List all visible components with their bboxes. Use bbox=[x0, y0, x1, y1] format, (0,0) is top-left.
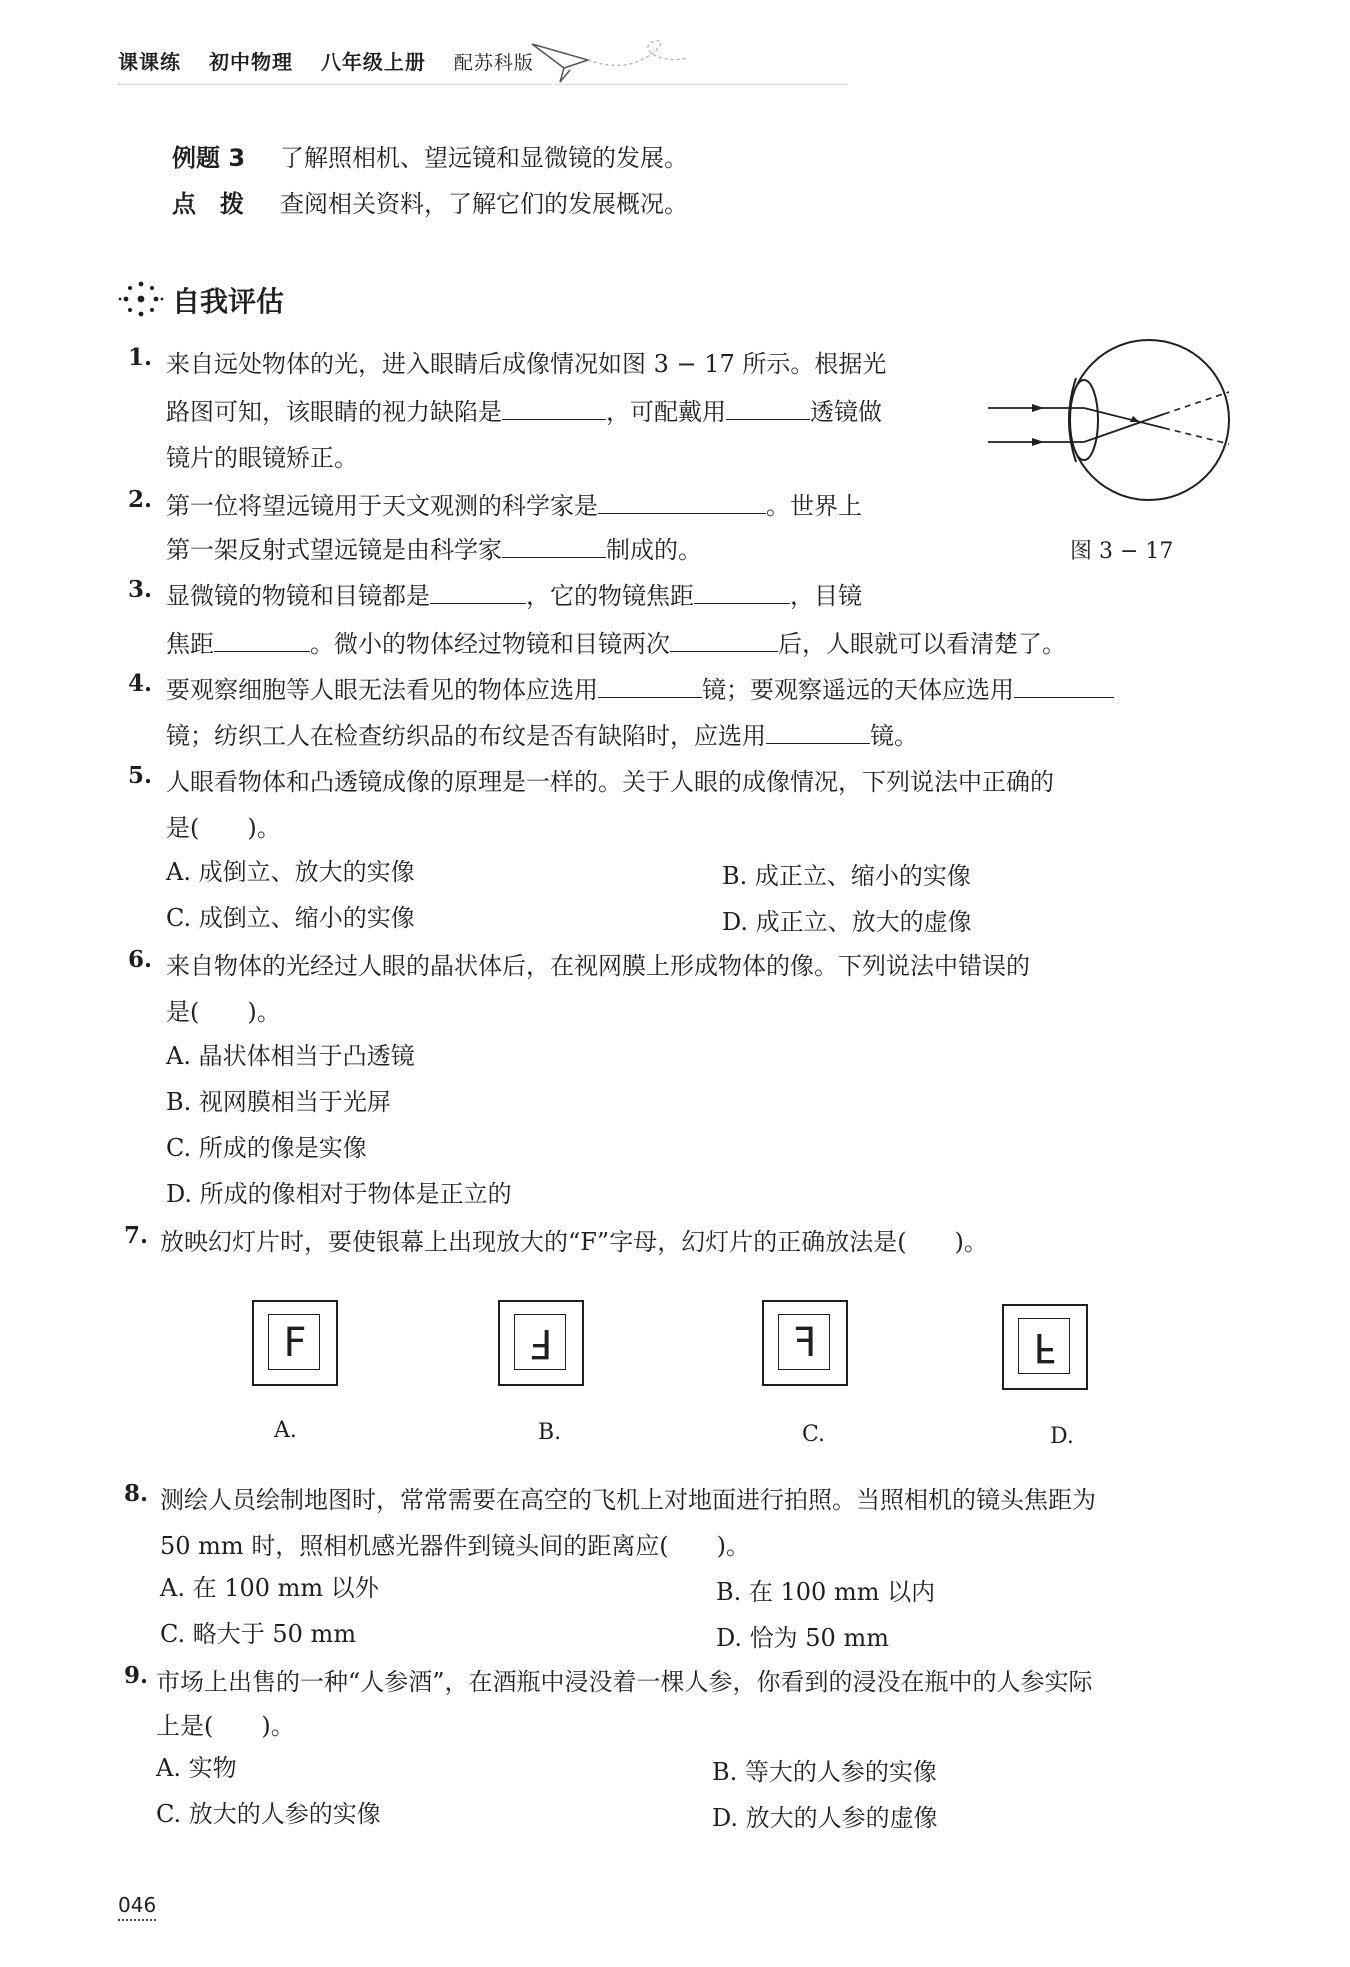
option-b[interactable]: B. 成正立、缩小的实像 bbox=[722, 862, 971, 890]
q4-line2: 镜；纺织工人在检查纺织品的布纹是否有缺陷时，应选用 镜。 bbox=[166, 722, 918, 750]
option-b[interactable]: B. 等大的人参的实像 bbox=[712, 1758, 937, 1786]
header-grade: 八年级上册 bbox=[320, 50, 426, 74]
answer-blank[interactable] bbox=[502, 537, 606, 558]
q6-line1: 来自物体的光经过人眼的晶状体后，在视网膜上形成物体的像。下列说法中错误的 bbox=[166, 952, 1030, 980]
q7-line1: 放映幻灯片时，要使银幕上出现放大的“F”字母，幻灯片的正确放法是( )。 bbox=[160, 1228, 988, 1256]
q5-line1: 人眼看物体和凸透镜成像的原理是一样的。关于人眼的成像情况，下列说法中正确的 bbox=[166, 768, 1054, 796]
header-divider bbox=[118, 84, 848, 86]
slide-option-b[interactable] bbox=[498, 1300, 584, 1386]
q2-line1: 第一位将望远镜用于天文观测的科学家是 。世界上 bbox=[166, 492, 862, 520]
slide-option-d[interactable] bbox=[1002, 1304, 1088, 1390]
question-number: 6. bbox=[128, 946, 153, 973]
option-c[interactable]: C. 略大于 50 mm bbox=[160, 1620, 357, 1648]
header-brand: 课课练 bbox=[118, 50, 181, 74]
q4-line1: 要观察细胞等人眼无法看见的物体应选用 镜；要观察遥远的天体应选用 bbox=[166, 670, 1114, 705]
question-number: 1. bbox=[128, 344, 153, 371]
question-number: 3. bbox=[128, 576, 153, 603]
figure-caption: 图 3 − 17 bbox=[1070, 539, 1174, 564]
option-a[interactable]: A. 实物 bbox=[156, 1754, 237, 1782]
option-a[interactable]: A. 成倒立、放大的实像 bbox=[166, 858, 415, 886]
example-label: 例题 3 bbox=[172, 144, 246, 172]
hint-text: 查阅相关资料，了解它们的发展概况。 bbox=[280, 190, 688, 218]
hint-line bbox=[172, 184, 688, 219]
answer-blank[interactable] bbox=[598, 677, 702, 698]
answer-blank[interactable] bbox=[502, 399, 606, 420]
option-d[interactable]: D. 成正立、放大的虚像 bbox=[722, 908, 972, 936]
slide-option-a[interactable] bbox=[252, 1300, 338, 1386]
answer-blank[interactable] bbox=[214, 631, 310, 652]
option-c[interactable]: C. 成倒立、缩小的实像 bbox=[166, 904, 415, 932]
caption-a: A. bbox=[274, 1418, 297, 1443]
option-d[interactable]: D. 放大的人参的虚像 bbox=[712, 1804, 938, 1832]
header-subject: 初中物理 bbox=[208, 50, 293, 74]
option-c[interactable]: C. 放大的人参的实像 bbox=[156, 1800, 381, 1828]
question-number: 8. bbox=[124, 1480, 149, 1507]
option-a[interactable]: A. 晶状体相当于凸透镜 bbox=[166, 1042, 415, 1070]
answer-blank[interactable] bbox=[670, 631, 778, 652]
q3-line2: 焦距 。微小的物体经过物镜和目镜两次 后，人眼就可以看清楚了。 bbox=[166, 630, 1066, 658]
q1-line2: 路图可知，该眼睛的视力缺陷是 ，可配戴用 透镜做 bbox=[166, 398, 882, 426]
question-number: 7. bbox=[124, 1222, 149, 1249]
letter-f-flipped: F bbox=[1033, 1324, 1057, 1370]
caption-b: B. bbox=[538, 1420, 562, 1445]
option-a[interactable]: A. 在 100 mm 以外 bbox=[160, 1574, 379, 1602]
letter-f-mirrored: F bbox=[793, 1320, 817, 1366]
answer-blank[interactable] bbox=[694, 583, 790, 604]
option-b[interactable]: B. 视网膜相当于光屏 bbox=[166, 1088, 391, 1116]
q1-line3: 镜片的眼镜矫正。 bbox=[166, 444, 358, 472]
page-number: 046 bbox=[118, 1893, 156, 1921]
question-number: 9. bbox=[124, 1662, 149, 1689]
option-d[interactable]: D. 所成的像相对于物体是正立的 bbox=[166, 1180, 512, 1208]
page-header bbox=[118, 46, 554, 75]
q8-line2: 50 mm 时，照相机感光器件到镜头间的距离应( )。 bbox=[160, 1532, 751, 1560]
answer-blank[interactable] bbox=[1014, 677, 1114, 698]
option-d[interactable]: D. 恰为 50 mm bbox=[716, 1624, 889, 1652]
example-line bbox=[172, 138, 688, 173]
q2-line2: 第一架反射式望远镜是由科学家 制成的。 bbox=[166, 536, 702, 564]
letter-f: F bbox=[283, 1320, 307, 1366]
hint-label: 点 拨 bbox=[172, 190, 244, 218]
q6-line2: 是( )。 bbox=[166, 998, 281, 1026]
answer-blank[interactable] bbox=[430, 583, 526, 604]
question-number: 5. bbox=[128, 762, 153, 789]
eye-diagram bbox=[984, 330, 1234, 510]
caption-d: D. bbox=[1050, 1424, 1074, 1449]
question-number: 4. bbox=[128, 670, 153, 697]
header-edition: 配苏科版 bbox=[453, 52, 534, 74]
q8-line1: 测绘人员绘制地图时，常常需要在高空的飞机上对地面进行拍照。当照相机的镜头焦距为 bbox=[160, 1486, 1096, 1514]
answer-blank[interactable] bbox=[726, 399, 810, 420]
paper-plane-icon bbox=[530, 38, 690, 88]
slide-option-c[interactable] bbox=[762, 1300, 848, 1386]
q9-line2: 上是( )。 bbox=[156, 1712, 295, 1740]
section-title: 自我评估 bbox=[172, 285, 285, 318]
q1-line1: 来自远处物体的光，进入眼睛后成像情况如图 3 − 17 所示。根据光 bbox=[166, 350, 887, 378]
q3-line1: 显微镜的物镜和目镜都是 ，它的物镜焦距 ，目镜 bbox=[166, 582, 862, 610]
dotted-burst-icon bbox=[116, 278, 166, 320]
option-b[interactable]: B. 在 100 mm 以内 bbox=[716, 1578, 936, 1606]
caption-c: C. bbox=[802, 1422, 826, 1447]
q9-line1: 市场上出售的一种“人参酒”，在酒瓶中浸没着一棵人参，你看到的浸没在瓶中的人参实际 bbox=[156, 1668, 1093, 1696]
letter-f-rotated: F bbox=[529, 1320, 553, 1366]
option-c[interactable]: C. 所成的像是实像 bbox=[166, 1134, 367, 1162]
question-number: 2. bbox=[128, 486, 153, 513]
answer-blank[interactable] bbox=[598, 493, 766, 514]
q5-line2: 是( )。 bbox=[166, 814, 281, 842]
example-text: 了解照相机、望远镜和显微镜的发展。 bbox=[280, 144, 688, 172]
answer-blank[interactable] bbox=[766, 723, 870, 744]
